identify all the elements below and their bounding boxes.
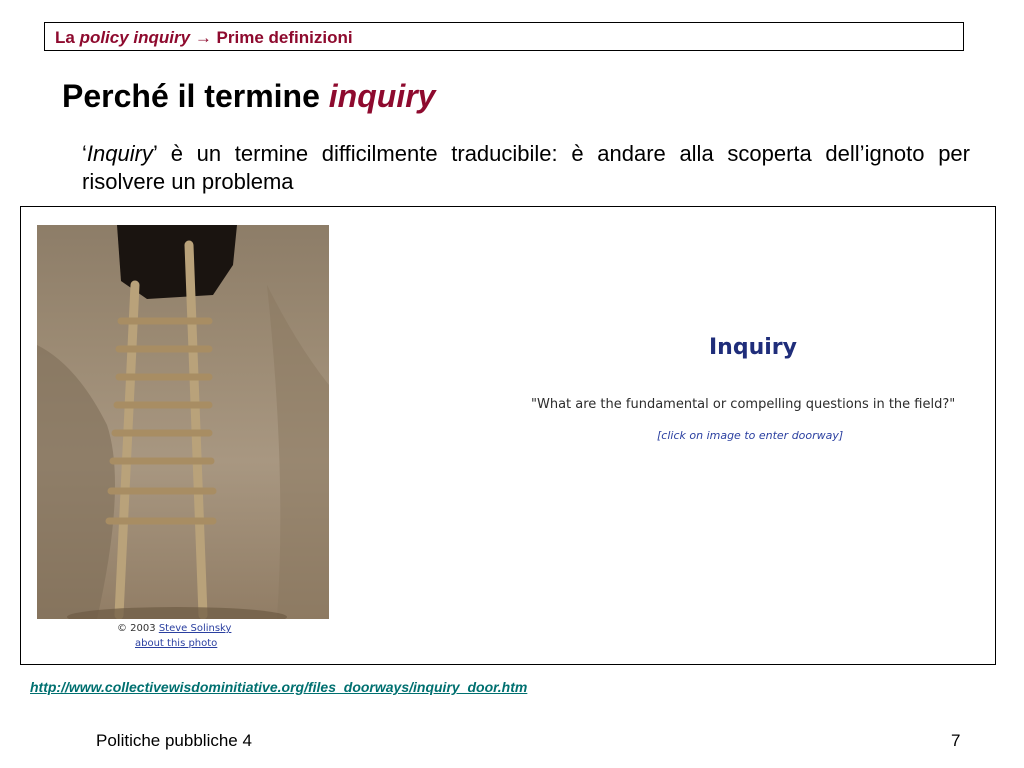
footer-course: Politiche pubbliche 4 [96,731,252,750]
page-number: 7 [951,731,961,750]
screenshot-frame [20,206,996,665]
photo-credit: © 2003 Steve Solinsky about this photo [117,623,232,649]
slide-title: Perché il termine inquiry [62,78,436,114]
arrow-icon: → [194,28,212,47]
credit-author-link[interactable]: Steve Solinsky [158,623,232,634]
about-photo-link[interactable]: about this photo [135,638,218,649]
inquiry-question: "What are the fundamental or compelling questions in the field?" [531,397,956,412]
source-url-link[interactable]: http://www.collectivewisdominitiative.org/files_doorways/inquiry_door.htm [30,679,528,695]
inquiry-heading: Inquiry [709,335,797,360]
section-header [44,22,964,51]
ladder-photo[interactable] [37,225,329,619]
enter-doorway-link[interactable]: [click on image to enter doorway] [657,429,844,442]
body-paragraph: ‘Inquiry’ è un termine difficilmente traducibile: è andare alla scoperta dell’ignoto per risolvere un problema [82,141,970,194]
slide-title-accent: inquiry [328,78,436,114]
section-header-text: La policy inquiry → Prime definizioni [55,28,353,47]
ladder-illustration [37,225,329,619]
